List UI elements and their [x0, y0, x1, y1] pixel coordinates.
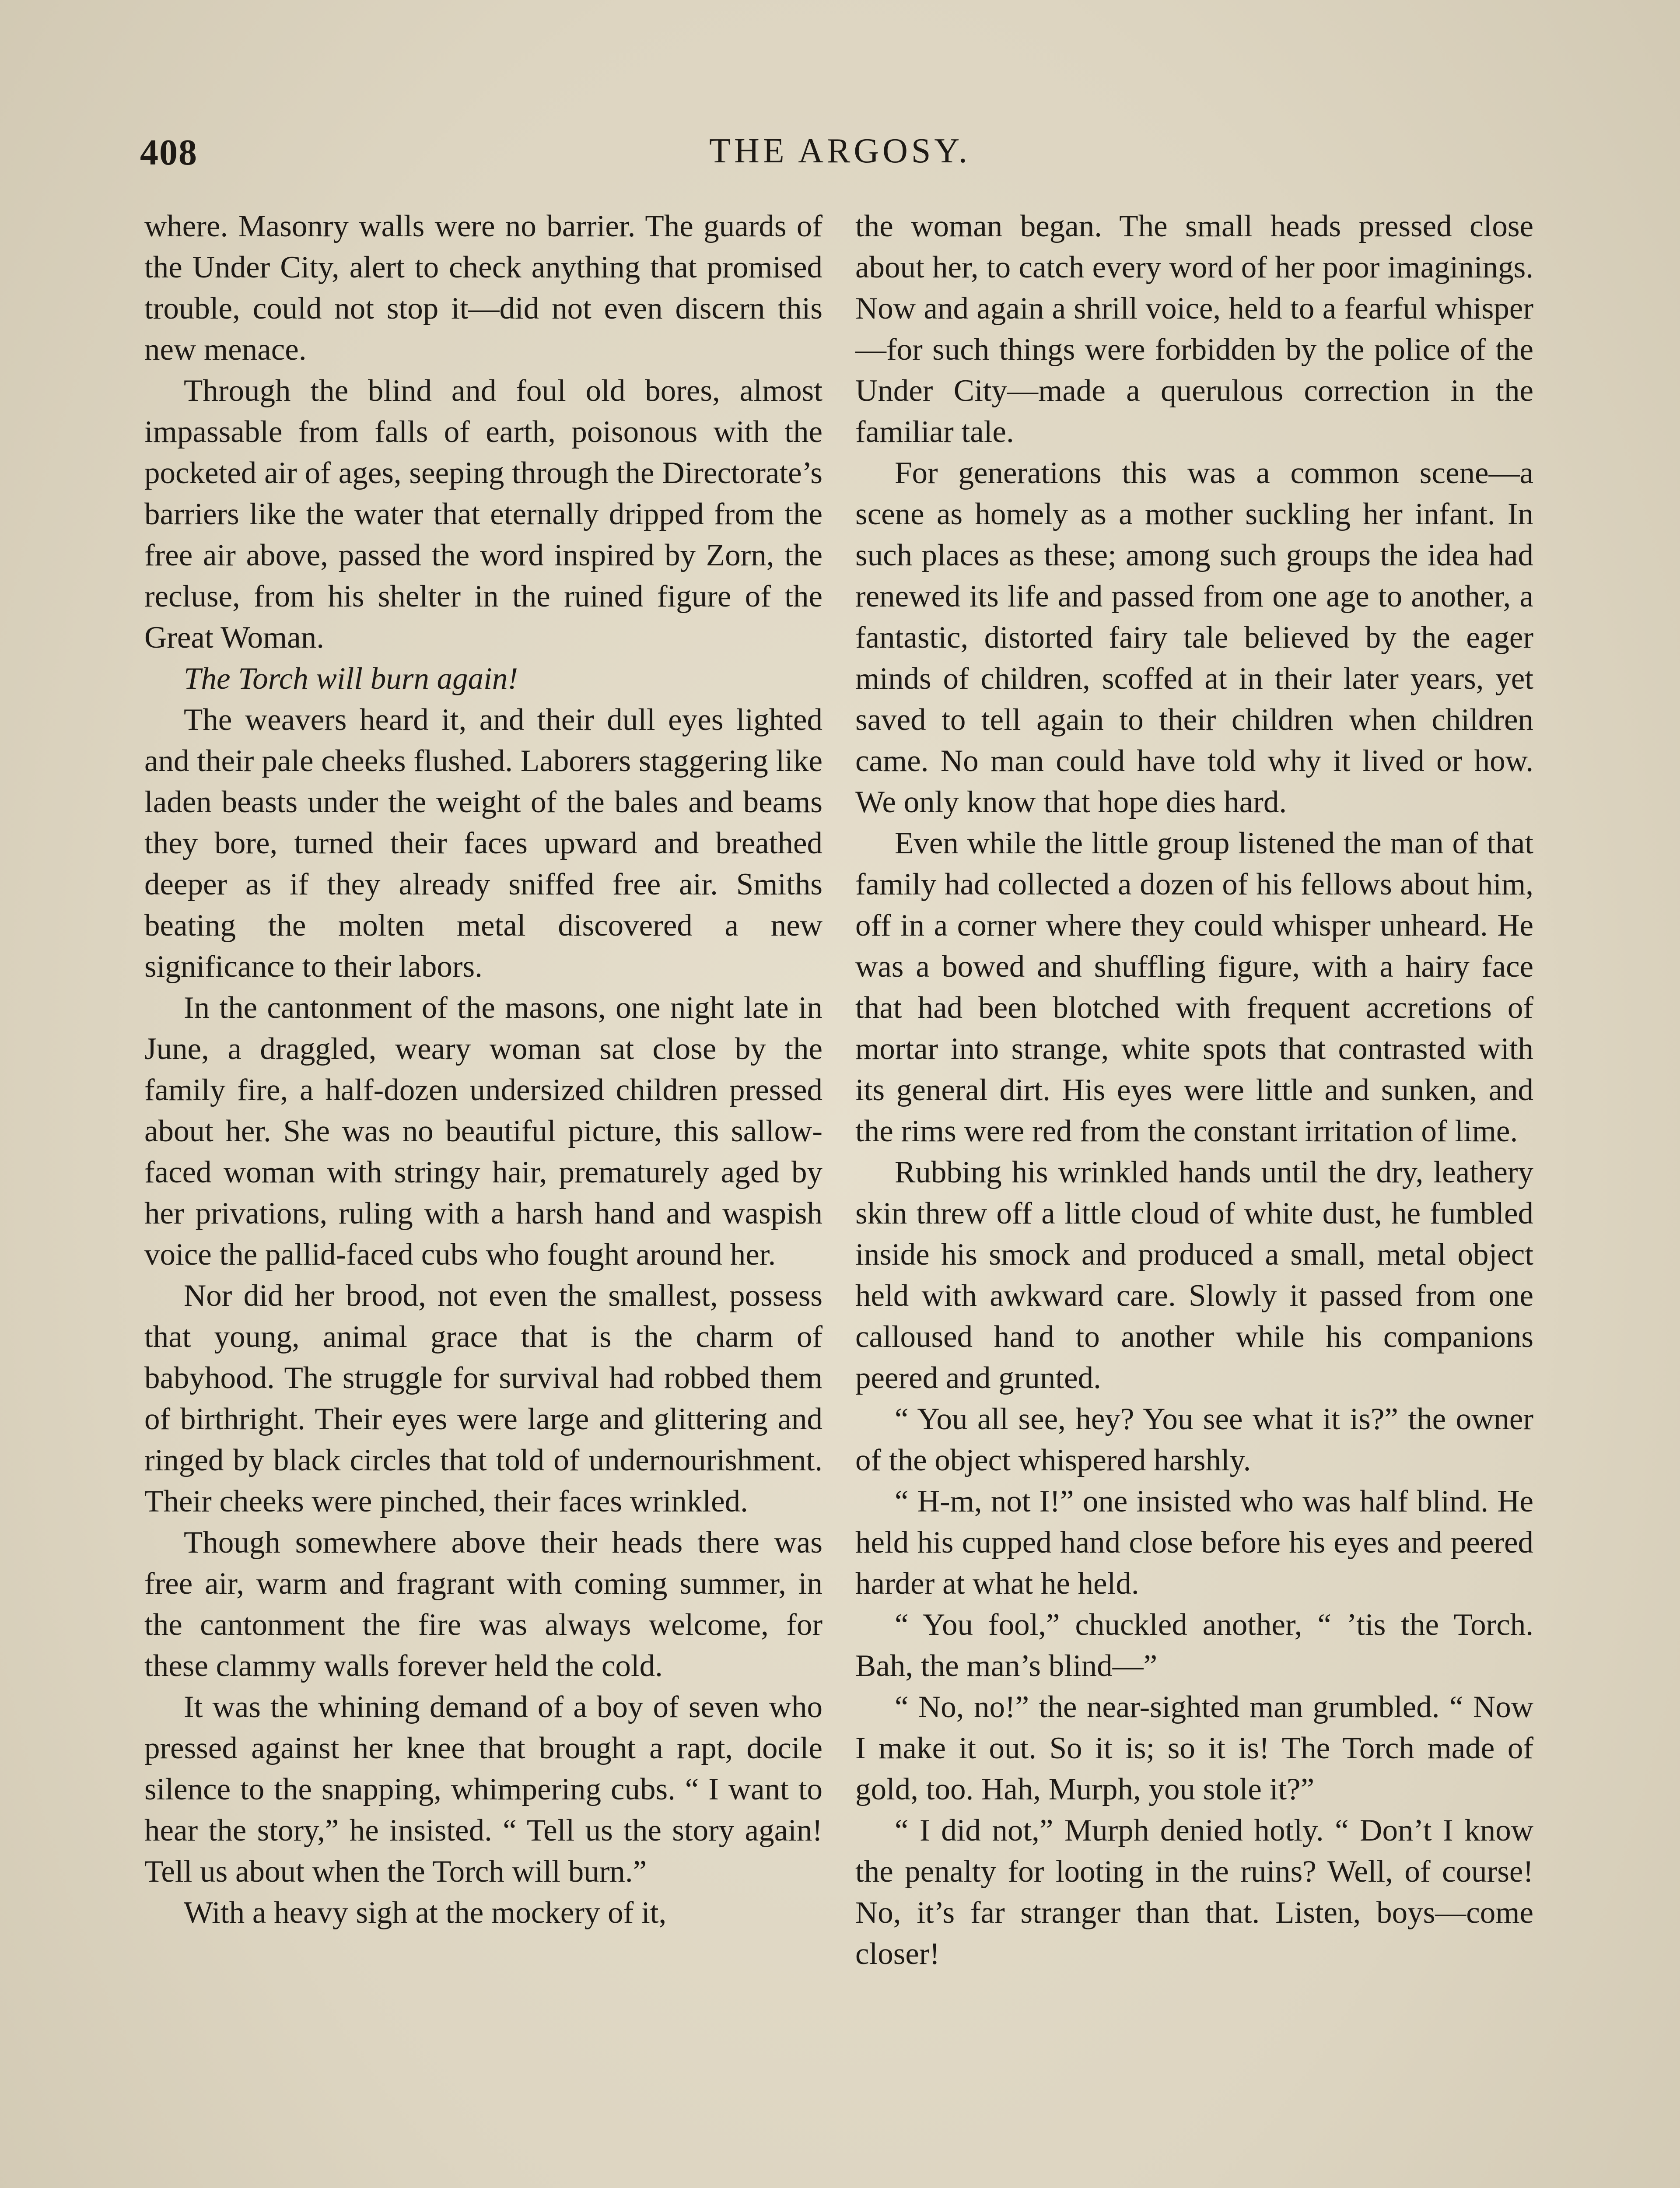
paragraph: In the cantonment of the masons, one night late in June, a draggled, weary woman sat close by the family fire, a half-dozen undersized children pressed about her. She was no beautiful picture, this sallow-faced woman with stringy hair, prematurely aged by her privations, ruling with a harsh hand and waspish voice the pallid-faced cubs who fought around her. — [144, 991, 822, 1272]
left-column — [144, 206, 822, 1933]
paragraph: where. Masonry walls were no barrier. The guards of the Under City, alert to check anything that promised trouble, could not stop it—did not even discern this new menace. — [144, 209, 822, 367]
paragraph: “ I did not,” Murph denied hotly. “ Don’t I know the penalty for looting in the ruins? Well, of course! No, it’s far stranger than that. Listen, boys—come closer! — [855, 1813, 1533, 1971]
paragraph: Through the blind and foul old bores, almost impassable from falls of earth, poisonous with the pocketed air of ages, seeping through the Directorate’s barriers like the water that eternally dripped from the free air above, passed the word inspired by Zorn, the recluse, from his shelter in the ruined figure of the Great Woman. — [144, 374, 822, 655]
page-number: 408 — [140, 132, 198, 173]
running-head: THE ARGOSY. — [709, 132, 971, 170]
paragraph: “ H-m, not I!” one insisted who was half blind. He held his cupped hand close before his eyes and peered harder at what he held. — [855, 1484, 1533, 1601]
paragraph: The weavers heard it, and their dull eyes lighted and their pale cheeks flushed. Laborers staggering like laden beasts under the weight of the bales and beams they bore, turned their faces upward and breathed deeper as if they already sniffed free air. Smiths beating the molten metal discovered a new significance to their labors. — [144, 703, 822, 984]
paragraph: “ No, no!” the near-sighted man grumbled. “ Now I make it out. So it is; so it is! The Torch made of gold, too. Hah, Murph, you stole it?” — [855, 1690, 1533, 1806]
paragraph: It was the whining demand of a boy of seven who pressed against her knee that brought a rapt, docile silence to the snapping, whimpering cubs. “ I want to hear the story,” he insisted. “ Tell us the story again! Tell us about when the Torch will burn.” — [144, 1690, 822, 1889]
paragraph: Though somewhere above their heads there was free air, warm and fragrant with coming summer, in the cantonment the fire was always welcome, for these clammy walls forever held the cold. — [144, 1525, 822, 1683]
paragraph: “ You fool,” chuckled another, “ ’tis the Torch. Bah, the man’s blind—” — [855, 1608, 1533, 1683]
paragraph: Rubbing his wrinkled hands until the dry, leathery skin threw off a little cloud of white dust, he fumbled inside his smock and produced a small, metal object held with awkward care. Slowly it passed from one calloused hand to another while his companions peered and grunted. — [855, 1155, 1533, 1395]
page-header — [140, 131, 1540, 184]
right-column — [855, 206, 1533, 1974]
paragraph: With a heavy sigh at the mockery of it, — [184, 1896, 667, 1930]
paragraph: For generations this was a common scene—a scene as homely as a mother suckling her infant. In such places as these; among such groups the idea had renewed its life and passed from one age to another, a fantastic, distorted fairy tale believed by the eager minds of children, scoffed at in their later years, yet saved to tell again to their children when children came. No man could have told why it lived or how. We only know that hope dies hard. — [855, 456, 1533, 819]
paragraph: “ You all see, hey? You see what it is?” the owner of the object whispered harshly. — [855, 1402, 1533, 1477]
paragraph: Even while the little group listened the man of that family had collected a dozen of his fellows about him, off in a corner where they could whisper unheard. He was a bowed and shuffling figure, with a hairy face that had been blotched with frequent accretions of mortar into strange, white spots that contrasted with its general dirt. His eyes were little and sunken, and the rims were red from the constant irritation of lime. — [855, 826, 1533, 1148]
italic-line: The Torch will burn again! — [184, 662, 518, 696]
paragraph: Nor did her brood, not even the smallest, possess that young, animal grace that is the charm of babyhood. The struggle for survival had robbed them of birthright. Their eyes were large and glittering and ringed by black circles that told of undernourishment. Their cheeks were pinched, their faces wrinkled. — [144, 1279, 822, 1518]
paragraph: the woman began. The small heads pressed close about her, to catch every word of her poor imaginings. Now and again a shrill voice, held to a fearful whisper—for such things were forbidden by the police of the Under City—made a querulous correction in the familiar tale. — [855, 209, 1533, 449]
